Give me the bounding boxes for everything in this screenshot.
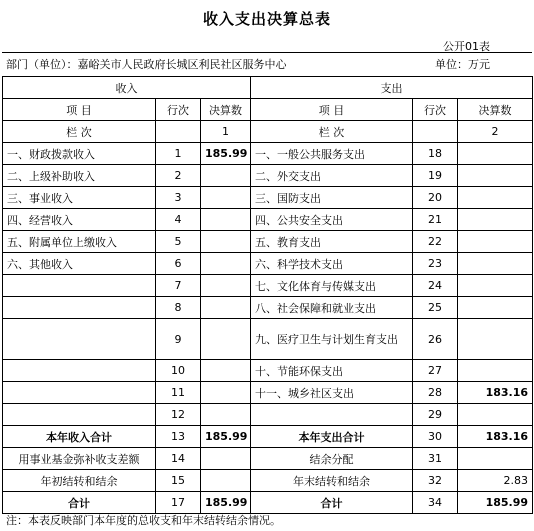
table-row	[3, 231, 533, 253]
income-item: 年初结转和结余	[3, 470, 156, 492]
expense-line-no: 32	[413, 470, 458, 492]
form-code: 公开01表	[443, 40, 490, 53]
expense-line-no: 22	[413, 231, 458, 253]
income-amount	[201, 165, 251, 187]
income-line-no: 14	[156, 448, 201, 470]
expense-amount	[458, 165, 533, 187]
income-grand-total-label: 合计	[3, 492, 156, 514]
table-row	[3, 448, 533, 470]
table-row	[3, 297, 533, 319]
expense-line-no: 18	[413, 143, 458, 165]
income-item: 五、附属单位上缴收入	[3, 231, 156, 253]
expense-line-no: 31	[413, 448, 458, 470]
income-column-line	[156, 121, 201, 143]
income-item	[3, 382, 156, 404]
expense-grand-total-line: 34	[413, 492, 458, 514]
income-line-no: 3	[156, 187, 201, 209]
table-row	[3, 382, 533, 404]
expense-amount	[458, 404, 533, 426]
expense-header: 支出	[251, 77, 533, 99]
expense-total-amount: 183.16	[458, 426, 533, 448]
income-line-no: 10	[156, 360, 201, 382]
expense-item: 八、社会保障和就业支出	[251, 297, 413, 319]
expense-amount	[458, 360, 533, 382]
expense-amount	[458, 448, 533, 470]
expense-item: 十、节能环保支出	[251, 360, 413, 382]
expense-amount: 2.83	[458, 470, 533, 492]
expense-line-no: 23	[413, 253, 458, 275]
income-item: 六、其他收入	[3, 253, 156, 275]
income-amount	[201, 319, 251, 360]
income-total-line: 13	[156, 426, 201, 448]
table-row	[3, 319, 533, 360]
expense-amount	[458, 297, 533, 319]
expense-item: 结余分配	[251, 448, 413, 470]
income-total-amount: 185.99	[201, 426, 251, 448]
expense-item-header: 项 目	[251, 99, 413, 121]
expense-amount	[458, 209, 533, 231]
income-amount	[201, 360, 251, 382]
table-row	[3, 143, 533, 165]
income-amount	[201, 187, 251, 209]
income-amount	[201, 253, 251, 275]
income-line-header: 行次	[156, 99, 201, 121]
income-item	[3, 275, 156, 297]
income-amount	[201, 297, 251, 319]
expense-line-no: 28	[413, 382, 458, 404]
income-amount	[201, 470, 251, 492]
table-row	[3, 360, 533, 382]
expense-line-no: 25	[413, 297, 458, 319]
income-item: 四、经营收入	[3, 209, 156, 231]
expense-amount	[458, 275, 533, 297]
top-rule	[2, 52, 532, 53]
expense-item: 三、国防支出	[251, 187, 413, 209]
expense-amount	[458, 253, 533, 275]
income-line-no: 6	[156, 253, 201, 275]
income-amount	[201, 275, 251, 297]
income-amount	[201, 382, 251, 404]
section-header-row	[3, 77, 533, 99]
table-row	[3, 165, 533, 187]
income-line-no: 1	[156, 143, 201, 165]
expense-item: 四、公共安全支出	[251, 209, 413, 231]
income-item-header: 项 目	[3, 99, 156, 121]
income-line-no: 15	[156, 470, 201, 492]
expense-item: 年末结转和结余	[251, 470, 413, 492]
income-item	[3, 319, 156, 360]
expense-column-line	[413, 121, 458, 143]
expense-column-index: 2	[458, 121, 533, 143]
income-item	[3, 297, 156, 319]
income-line-no: 2	[156, 165, 201, 187]
income-line-no: 8	[156, 297, 201, 319]
expense-item: 二、外交支出	[251, 165, 413, 187]
income-line-no: 9	[156, 319, 201, 360]
income-header: 收入	[3, 77, 251, 99]
expense-line-no: 26	[413, 319, 458, 360]
income-item	[3, 360, 156, 382]
income-amount	[201, 404, 251, 426]
table-row	[3, 187, 533, 209]
expense-amount	[458, 231, 533, 253]
income-amount-header: 决算数	[201, 99, 251, 121]
expense-line-no: 29	[413, 404, 458, 426]
expense-item: 五、教育支出	[251, 231, 413, 253]
income-line-no: 12	[156, 404, 201, 426]
expense-item: 十一、城乡社区支出	[251, 382, 413, 404]
expense-amount: 183.16	[458, 382, 533, 404]
income-amount	[201, 231, 251, 253]
income-line-no: 7	[156, 275, 201, 297]
income-line-no: 5	[156, 231, 201, 253]
expense-line-no: 21	[413, 209, 458, 231]
income-grand-total-amount: 185.99	[201, 492, 251, 514]
report-title: 收入支出决算总表	[202, 10, 331, 28]
unit-label: 单位：万元	[435, 58, 490, 71]
income-amount: 185.99	[201, 143, 251, 165]
expense-amount	[458, 143, 533, 165]
income-column-index: 1	[201, 121, 251, 143]
table-row	[3, 209, 533, 231]
table-row	[3, 470, 533, 492]
expense-line-no: 20	[413, 187, 458, 209]
income-line-no: 4	[156, 209, 201, 231]
table-row	[3, 253, 533, 275]
income-item: 二、上级补助收入	[3, 165, 156, 187]
expense-line-no: 27	[413, 360, 458, 382]
expense-item: 六、科学技术支出	[251, 253, 413, 275]
income-amount	[201, 448, 251, 470]
income-item: 三、事业收入	[3, 187, 156, 209]
expense-item: 一、一般公共服务支出	[251, 143, 413, 165]
table-row	[3, 404, 533, 426]
total-row	[3, 426, 533, 448]
income-item: 一、财政拨款收入	[3, 143, 156, 165]
column-header-row	[3, 99, 533, 121]
expense-amount	[458, 319, 533, 360]
column-index-row	[3, 121, 533, 143]
income-amount	[201, 209, 251, 231]
income-column-label: 栏 次	[3, 121, 156, 143]
grand-total-row	[3, 492, 533, 514]
income-grand-total-line: 17	[156, 492, 201, 514]
expense-total-label: 本年支出合计	[251, 426, 413, 448]
expense-amount-header: 决算数	[458, 99, 533, 121]
expense-column-label: 栏 次	[251, 121, 413, 143]
expense-item: 九、医疗卫生与计划生育支出	[251, 319, 413, 360]
footnote: 注：本表反映部门本年度的总收支和年末结转结余情况。	[6, 514, 281, 527]
table-row	[3, 275, 533, 297]
income-item: 用事业基金弥补收支差额	[3, 448, 156, 470]
expense-line-no: 19	[413, 165, 458, 187]
expense-line-header: 行次	[413, 99, 458, 121]
department-label: 部门（单位）：嘉峪关市人民政府长城区利民社区服务中心	[6, 58, 287, 71]
income-total-label: 本年收入合计	[3, 426, 156, 448]
expense-total-line: 30	[413, 426, 458, 448]
expense-amount	[458, 187, 533, 209]
expense-item	[251, 404, 413, 426]
income-line-no: 11	[156, 382, 201, 404]
income-expense-table	[2, 76, 533, 514]
expense-grand-total-label: 合计	[251, 492, 413, 514]
expense-item: 七、文化体育与传媒支出	[251, 275, 413, 297]
expense-line-no: 24	[413, 275, 458, 297]
expense-grand-total-amount: 185.99	[458, 492, 533, 514]
income-item	[3, 404, 156, 426]
